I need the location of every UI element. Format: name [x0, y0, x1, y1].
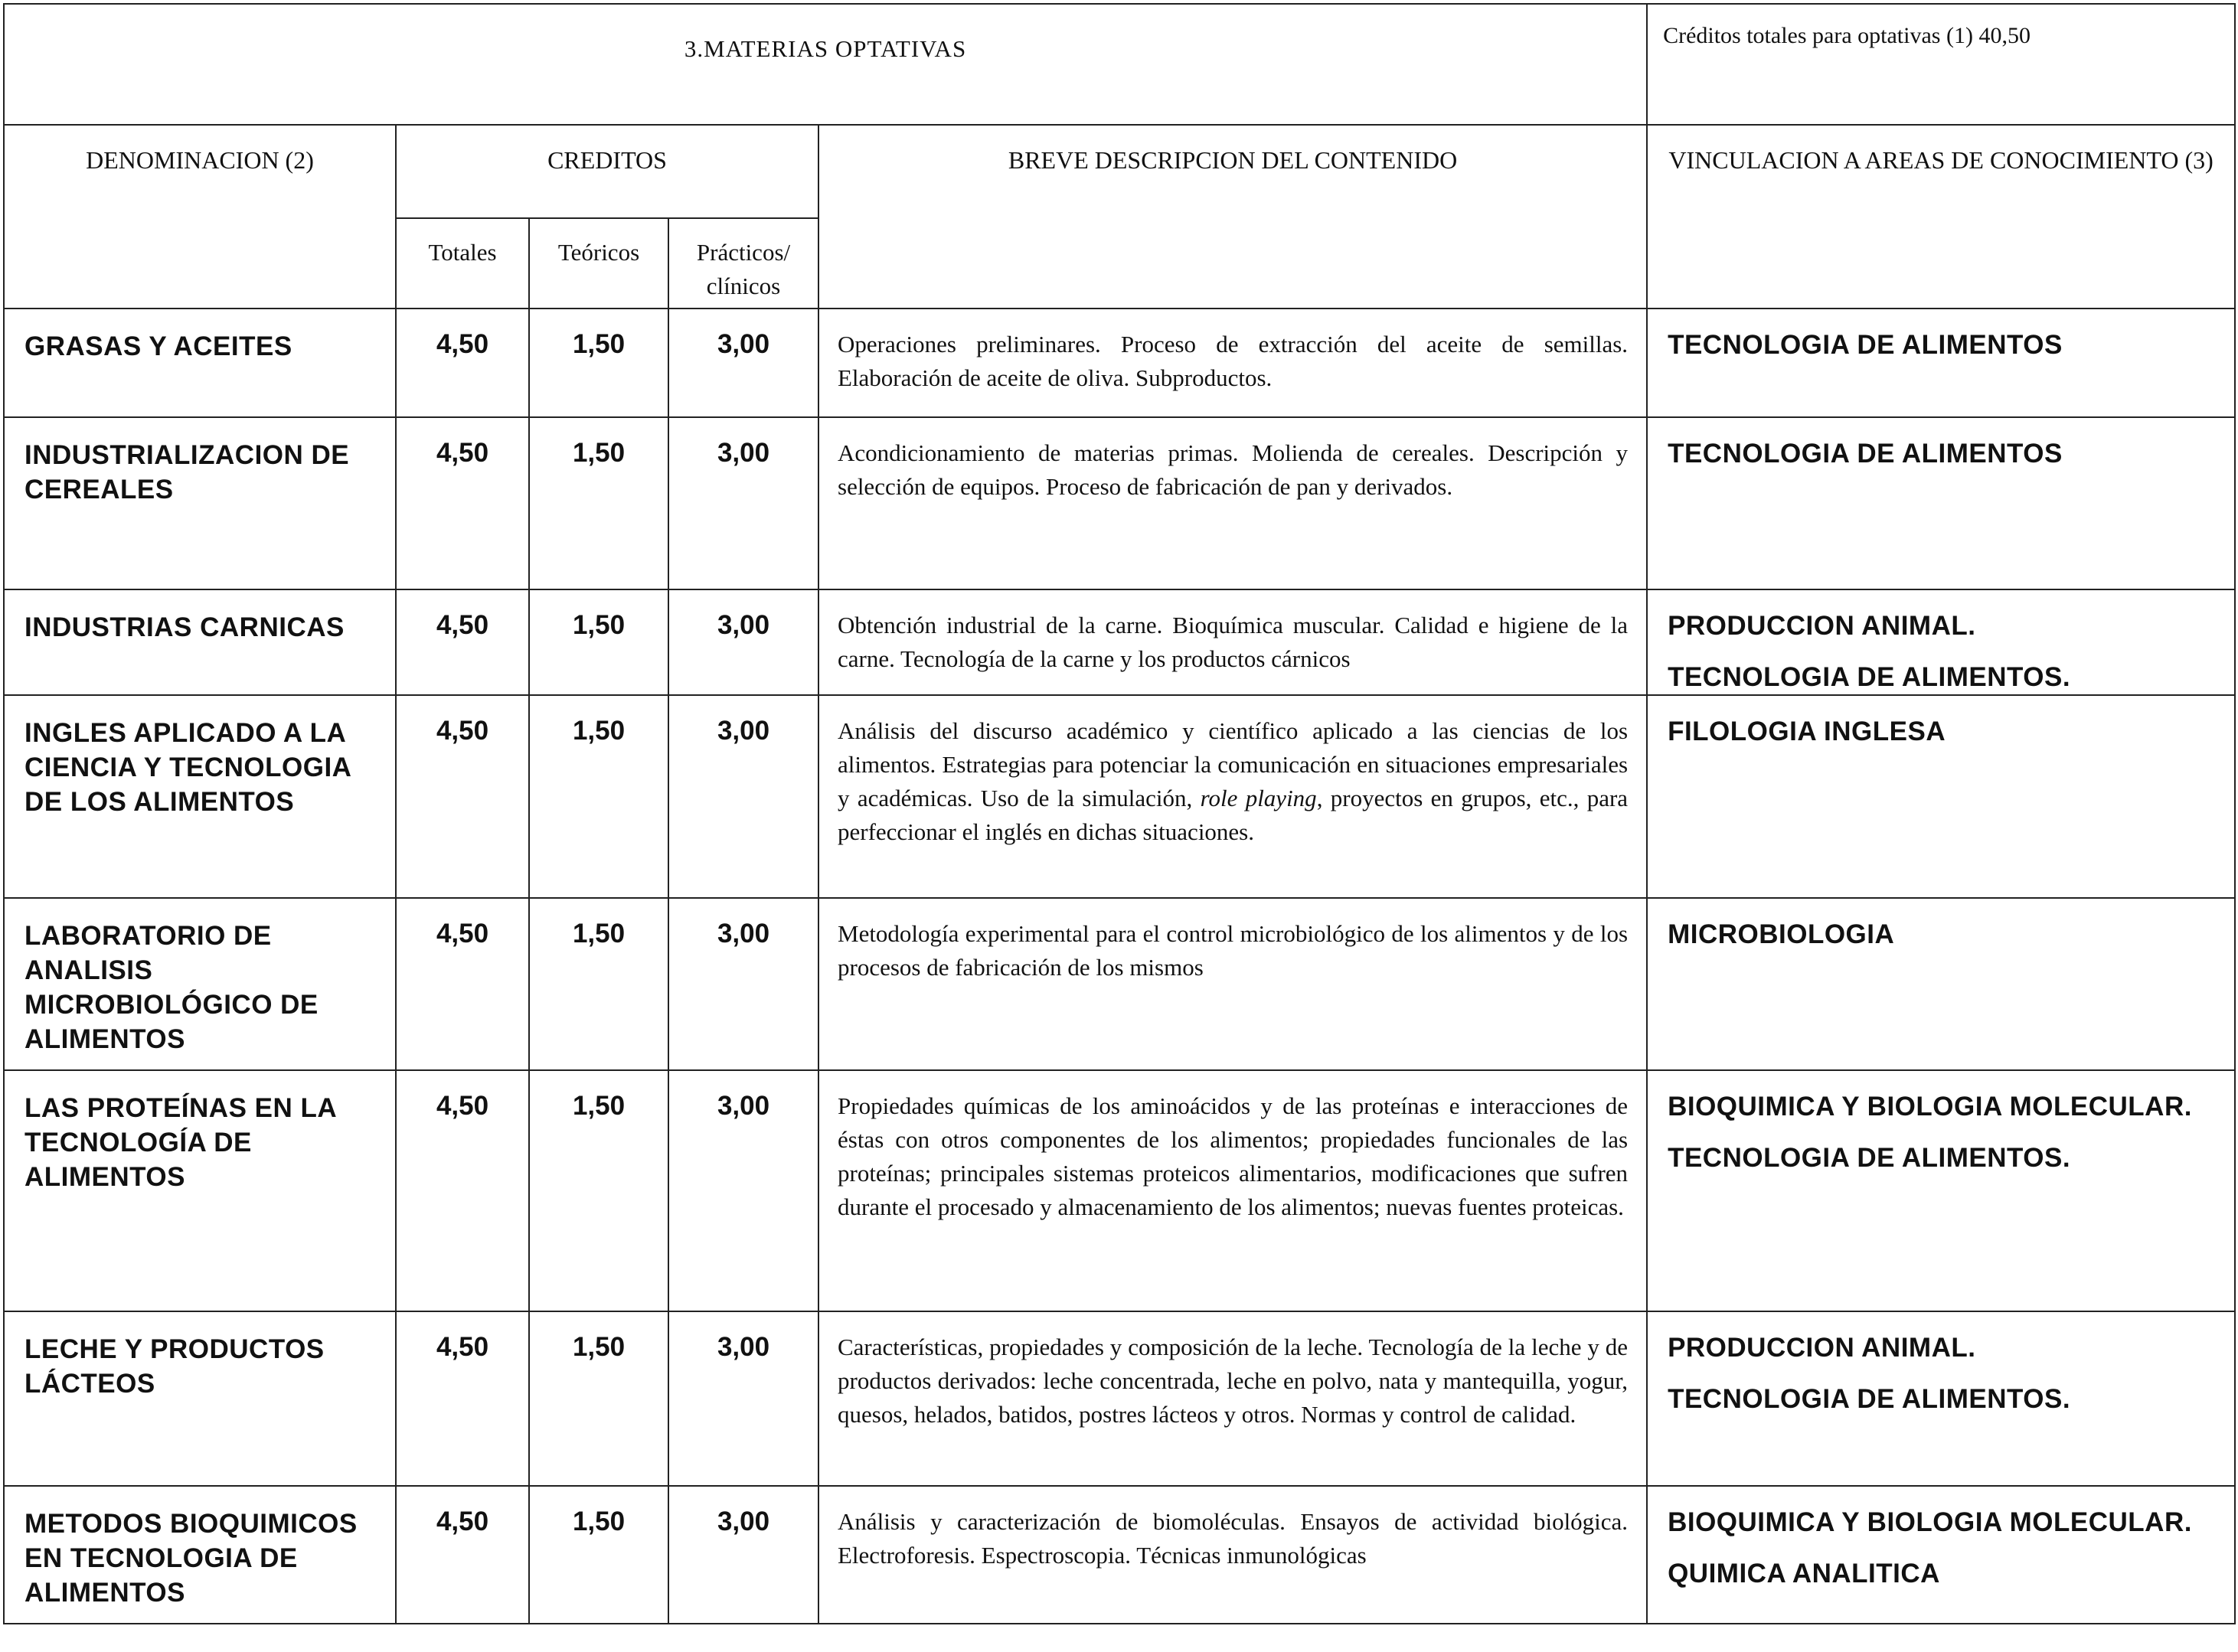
knowledge-area: QUIMICA ANALITICA: [1668, 1559, 1940, 1588]
description-text: Análisis del discurso académico y científico aplicado a las ciencias de los alimentos. Estrategias para potenciar la comunicación en situaciones empresariales y académicas. Uso de la simulación,: [838, 717, 1629, 811]
knowledge-areas: [1647, 1486, 2235, 1624]
credits-theory: 1,50: [529, 417, 668, 589]
table-row: [4, 309, 2235, 417]
credits-total: 4,50: [396, 1311, 529, 1486]
subheader-teoricos: Teóricos: [529, 218, 668, 309]
credits-practice: 3,00: [668, 898, 818, 1070]
total-credits-note: Créditos totales para optativas (1) 40,50: [1647, 4, 2235, 125]
knowledge-areas: [1647, 589, 2235, 695]
subject-name: INGLES APLICADO A LA CIENCIA Y TECNOLOGIA DE LOS ALIMENTOS: [4, 695, 396, 898]
subject-name: LAS PROTEÍNAS EN LA TECNOLOGÍA DE ALIMENTOS: [4, 1070, 396, 1311]
credits-total: 4,50: [396, 589, 529, 695]
table-row: [4, 1486, 2235, 1624]
credits-total: 4,50: [396, 898, 529, 1070]
knowledge-areas: [1647, 309, 2235, 417]
credits-total: 4,50: [396, 417, 529, 589]
knowledge-area: FILOLOGIA INGLESA: [1668, 717, 1946, 746]
knowledge-area: TECNOLOGIA DE ALIMENTOS.: [1668, 1384, 2071, 1414]
knowledge-areas: [1647, 695, 2235, 898]
knowledge-area: BIOQUIMICA Y BIOLOGIA MOLECULAR.: [1668, 1507, 2192, 1537]
credits-practice: 3,00: [668, 695, 818, 898]
knowledge-area: PRODUCCION ANIMAL.: [1668, 1333, 1976, 1363]
col-header-creditos: CREDITOS: [396, 125, 818, 218]
subject-description: Propiedades químicas de los aminoácidos y de las proteínas e interacciones de éstas con otros componentes de los alimentos; propiedades funcionales de las proteínas; principales sistemas proteicos alimentarios, modificaciones que sufren durante el procesado y almacenamiento de los alimentos; nuevas fuentes proteicas.: [818, 1070, 1647, 1311]
table-title-row: [4, 4, 2235, 125]
credits-theory: 1,50: [529, 1311, 668, 1486]
credits-theory: 1,50: [529, 1070, 668, 1311]
subject-description: Operaciones preliminares. Proceso de extracción del aceite de semillas. Elaboración de aceite de oliva. Subproductos.: [818, 309, 1647, 417]
credits-practice: 3,00: [668, 309, 818, 417]
knowledge-area: TECNOLOGIA DE ALIMENTOS.: [1668, 662, 2071, 692]
knowledge-area: TECNOLOGIA DE ALIMENTOS: [1668, 439, 2063, 469]
credits-theory: 1,50: [529, 589, 668, 695]
table-row: [4, 589, 2235, 695]
subject-name: LECHE Y PRODUCTOS LÁCTEOS: [4, 1311, 396, 1486]
table-row: [4, 1070, 2235, 1311]
subject-name: INDUSTRIALIZACION DE CEREALES: [4, 417, 396, 589]
credits-practice: 3,00: [668, 1311, 818, 1486]
table-row: [4, 1311, 2235, 1486]
curriculum-sheet: [3, 3, 2234, 1647]
subheader-practicos: Prácticos/ clínicos: [668, 218, 818, 309]
credits-theory: 1,50: [529, 695, 668, 898]
subject-name: LABORATORIO DE ANALISIS MICROBIOLÓGICO DE ALIMENTOS: [4, 898, 396, 1070]
description-text: , proyectos en grupos, etc., para perfeccionar el inglés en dichas situaciones.: [838, 785, 1629, 845]
subject-name: INDUSTRIAS CARNICAS: [4, 589, 396, 695]
knowledge-area: PRODUCCION ANIMAL.: [1668, 611, 1976, 641]
knowledge-areas: [1647, 1311, 2235, 1486]
knowledge-areas: [1647, 898, 2235, 1070]
credits-theory: 1,50: [529, 898, 668, 1070]
knowledge-areas: [1647, 417, 2235, 589]
subject-description: Acondicionamiento de materias primas. Molienda de cereales. Descripción y selección de equipos. Proceso de fabricación de pan y derivados.: [818, 417, 1647, 589]
subject-description: Análisis y caracterización de biomoléculas. Ensayos de actividad biológica. Electroforesis. Espectroscopia. Técnicas inmunológicas: [818, 1486, 1647, 1624]
knowledge-areas: [1647, 1070, 2235, 1311]
col-header-denominacion: DENOMINACION (2): [4, 125, 396, 309]
credits-total: 4,50: [396, 309, 529, 417]
subject-description: Características, propiedades y composición de la leche. Tecnología de la leche y de productos derivados: leche concentrada, leche en polvo, nata y mantequilla, yogur, quesos, helados, batidos, postres lácteos y otros. Normas y control de calidad.: [818, 1311, 1647, 1486]
subheader-totales: Totales: [396, 218, 529, 309]
col-header-descripcion: BREVE DESCRIPCION DEL CONTENIDO: [818, 125, 1647, 309]
table-row: [4, 898, 2235, 1070]
table-row: [4, 695, 2235, 898]
credits-practice: 3,00: [668, 1070, 818, 1311]
credits-practice: 3,00: [668, 589, 818, 695]
section-title: 3.MATERIAS OPTATIVAS: [4, 4, 1647, 125]
table-row: [4, 417, 2235, 589]
credits-theory: 1,50: [529, 309, 668, 417]
credits-practice: 3,00: [668, 417, 818, 589]
subject-name: METODOS BIOQUIMICOS EN TECNOLOGIA DE ALIMENTOS: [4, 1486, 396, 1624]
credits-total: 4,50: [396, 1070, 529, 1311]
subject-name: GRASAS Y ACEITES: [4, 309, 396, 417]
optional-subjects-table: [3, 3, 2236, 1624]
credits-practice: 3,00: [668, 1486, 818, 1624]
knowledge-area: TECNOLOGIA DE ALIMENTOS.: [1668, 1143, 2071, 1173]
knowledge-area: BIOQUIMICA Y BIOLOGIA MOLECULAR.: [1668, 1092, 2192, 1121]
credits-total: 4,50: [396, 695, 529, 898]
col-header-vinculacion: VINCULACION A AREAS DE CONOCIMIENTO (3): [1647, 125, 2235, 309]
credits-theory: 1,50: [529, 1486, 668, 1624]
subject-description: Obtención industrial de la carne. Bioquímica muscular. Calidad e higiene de la carne. Tecnología de la carne y los productos cárnicos: [818, 589, 1647, 695]
credits-total: 4,50: [396, 1486, 529, 1624]
description-italic: role playing: [1200, 785, 1317, 811]
column-header-row: [4, 125, 2235, 218]
knowledge-area: MICROBIOLOGIA: [1668, 919, 1895, 949]
knowledge-area: TECNOLOGIA DE ALIMENTOS: [1668, 330, 2063, 360]
subject-description: [818, 695, 1647, 898]
subject-description: Metodología experimental para el control microbiológico de los alimentos y de los procesos de fabricación de los mismos: [818, 898, 1647, 1070]
